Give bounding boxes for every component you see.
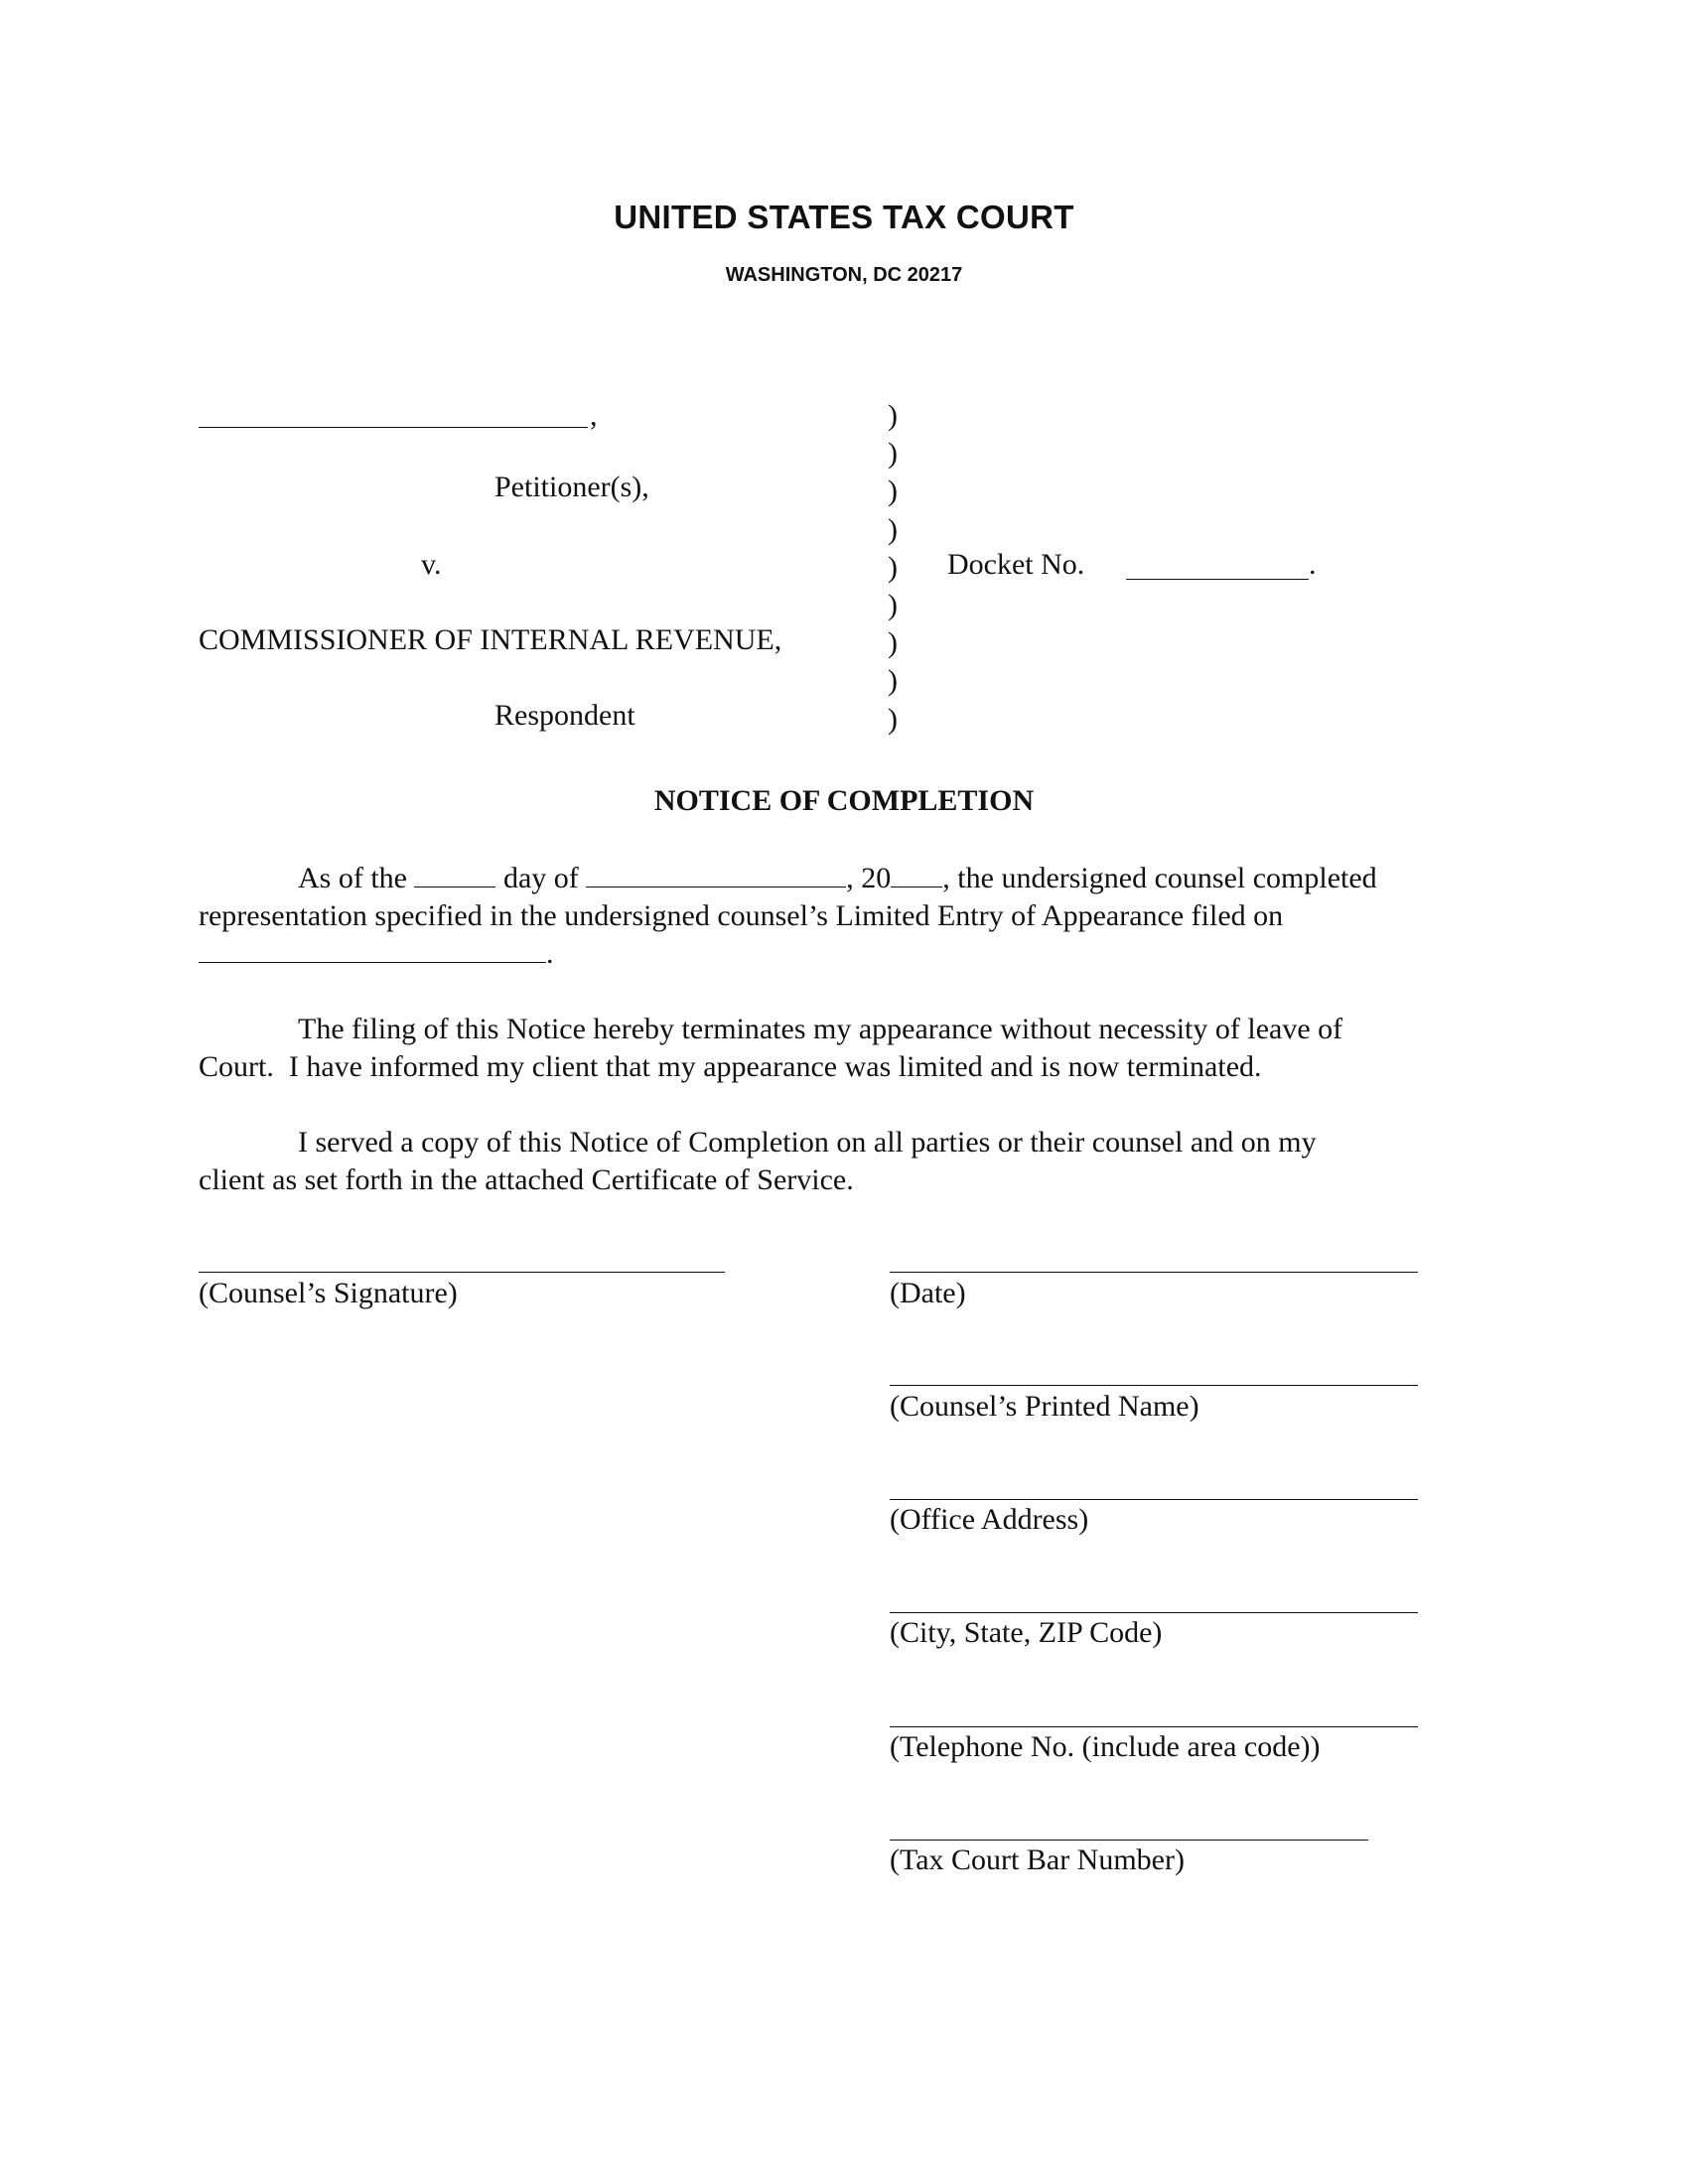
notice-title: NOTICE OF COMPLETION [653,784,1035,817]
paren: ) [888,399,898,432]
paragraph-2-line-1: The filing of this Notice hereby terminates my appearance without necessity of leave of [298,1013,1343,1045]
counsel-signature-line[interactable] [199,1272,725,1273]
date-label: (Date) [890,1277,966,1309]
office-address-label: (Office Address) [890,1503,1089,1536]
month-blank[interactable] [586,861,846,887]
paren: ) [888,437,898,471]
as-of-text: As of the [298,862,407,894]
telephone-label: (Telephone No. (include area code)) [890,1730,1321,1763]
paragraph-3-line-2: client as set forth in the attached Certificate of Service. [199,1163,854,1196]
bar-number-line[interactable] [890,1840,1368,1841]
year-blank[interactable] [891,861,942,887]
paren: ) [888,626,898,660]
day-of-text: day of [502,862,579,894]
paragraph-2 [199,1011,1489,1086]
paragraph-3 [199,1124,1489,1199]
docket-period: . [1309,548,1317,581]
office-address-line[interactable] [890,1499,1418,1500]
paren: ) [888,664,898,698]
docket-label: Docket No. [947,548,1085,581]
petitioner-label: Petitioner(s), [494,471,649,503]
paren: ) [888,512,898,546]
city-state-zip-line[interactable] [890,1612,1418,1613]
city-state-zip-label: (City, State, ZIP Code) [890,1616,1163,1649]
date-line[interactable] [890,1272,1418,1273]
paren: ) [888,702,898,736]
filed-on-period: . [546,937,554,970]
respondent-label: Respondent [494,699,635,732]
printed-name-line[interactable] [890,1385,1418,1386]
paren: ) [888,588,898,621]
caption-parentheses [888,397,908,739]
paren: ) [888,475,898,508]
petitioner-name-blank[interactable] [199,427,588,428]
paragraph-3-line-1: I served a copy of this Notice of Completion on all parties or their counsel and on my [298,1126,1317,1159]
counsel-signature-label: (Counsel’s Signature) [199,1277,458,1309]
bar-number-label: (Tax Court Bar Number) [890,1843,1185,1876]
telephone-line[interactable] [890,1726,1418,1727]
court-name: UNITED STATES TAX COURT [614,199,1074,235]
printed-name-label: (Counsel’s Printed Name) [890,1390,1199,1423]
paragraph-1-line-1 [199,860,1489,897]
year-prefix-text: , 20 [846,862,892,894]
court-address: WASHINGTON, DC 20217 [725,264,963,286]
paragraph-1-line-3 [199,935,1489,973]
petitioner-comma: , [590,399,598,432]
paragraph-2-line-2: Court. I have informed my client that my appearance was limited and is now terminated. [199,1050,1262,1083]
day-blank[interactable] [414,861,495,887]
paragraph-1 [199,860,1489,973]
filed-on-date-blank[interactable] [199,936,546,963]
versus-label: v. [421,548,442,581]
paren: ) [888,550,898,584]
respondent-name: COMMISSIONER OF INTERNAL REVENUE, [199,623,782,656]
docket-number-blank[interactable] [1126,579,1309,580]
completed-text: , the undersigned counsel completed [942,862,1377,894]
paragraph-1-line-2: representation specified in the undersigned counsel’s Limited Entry of Appearance filed on [199,899,1284,932]
